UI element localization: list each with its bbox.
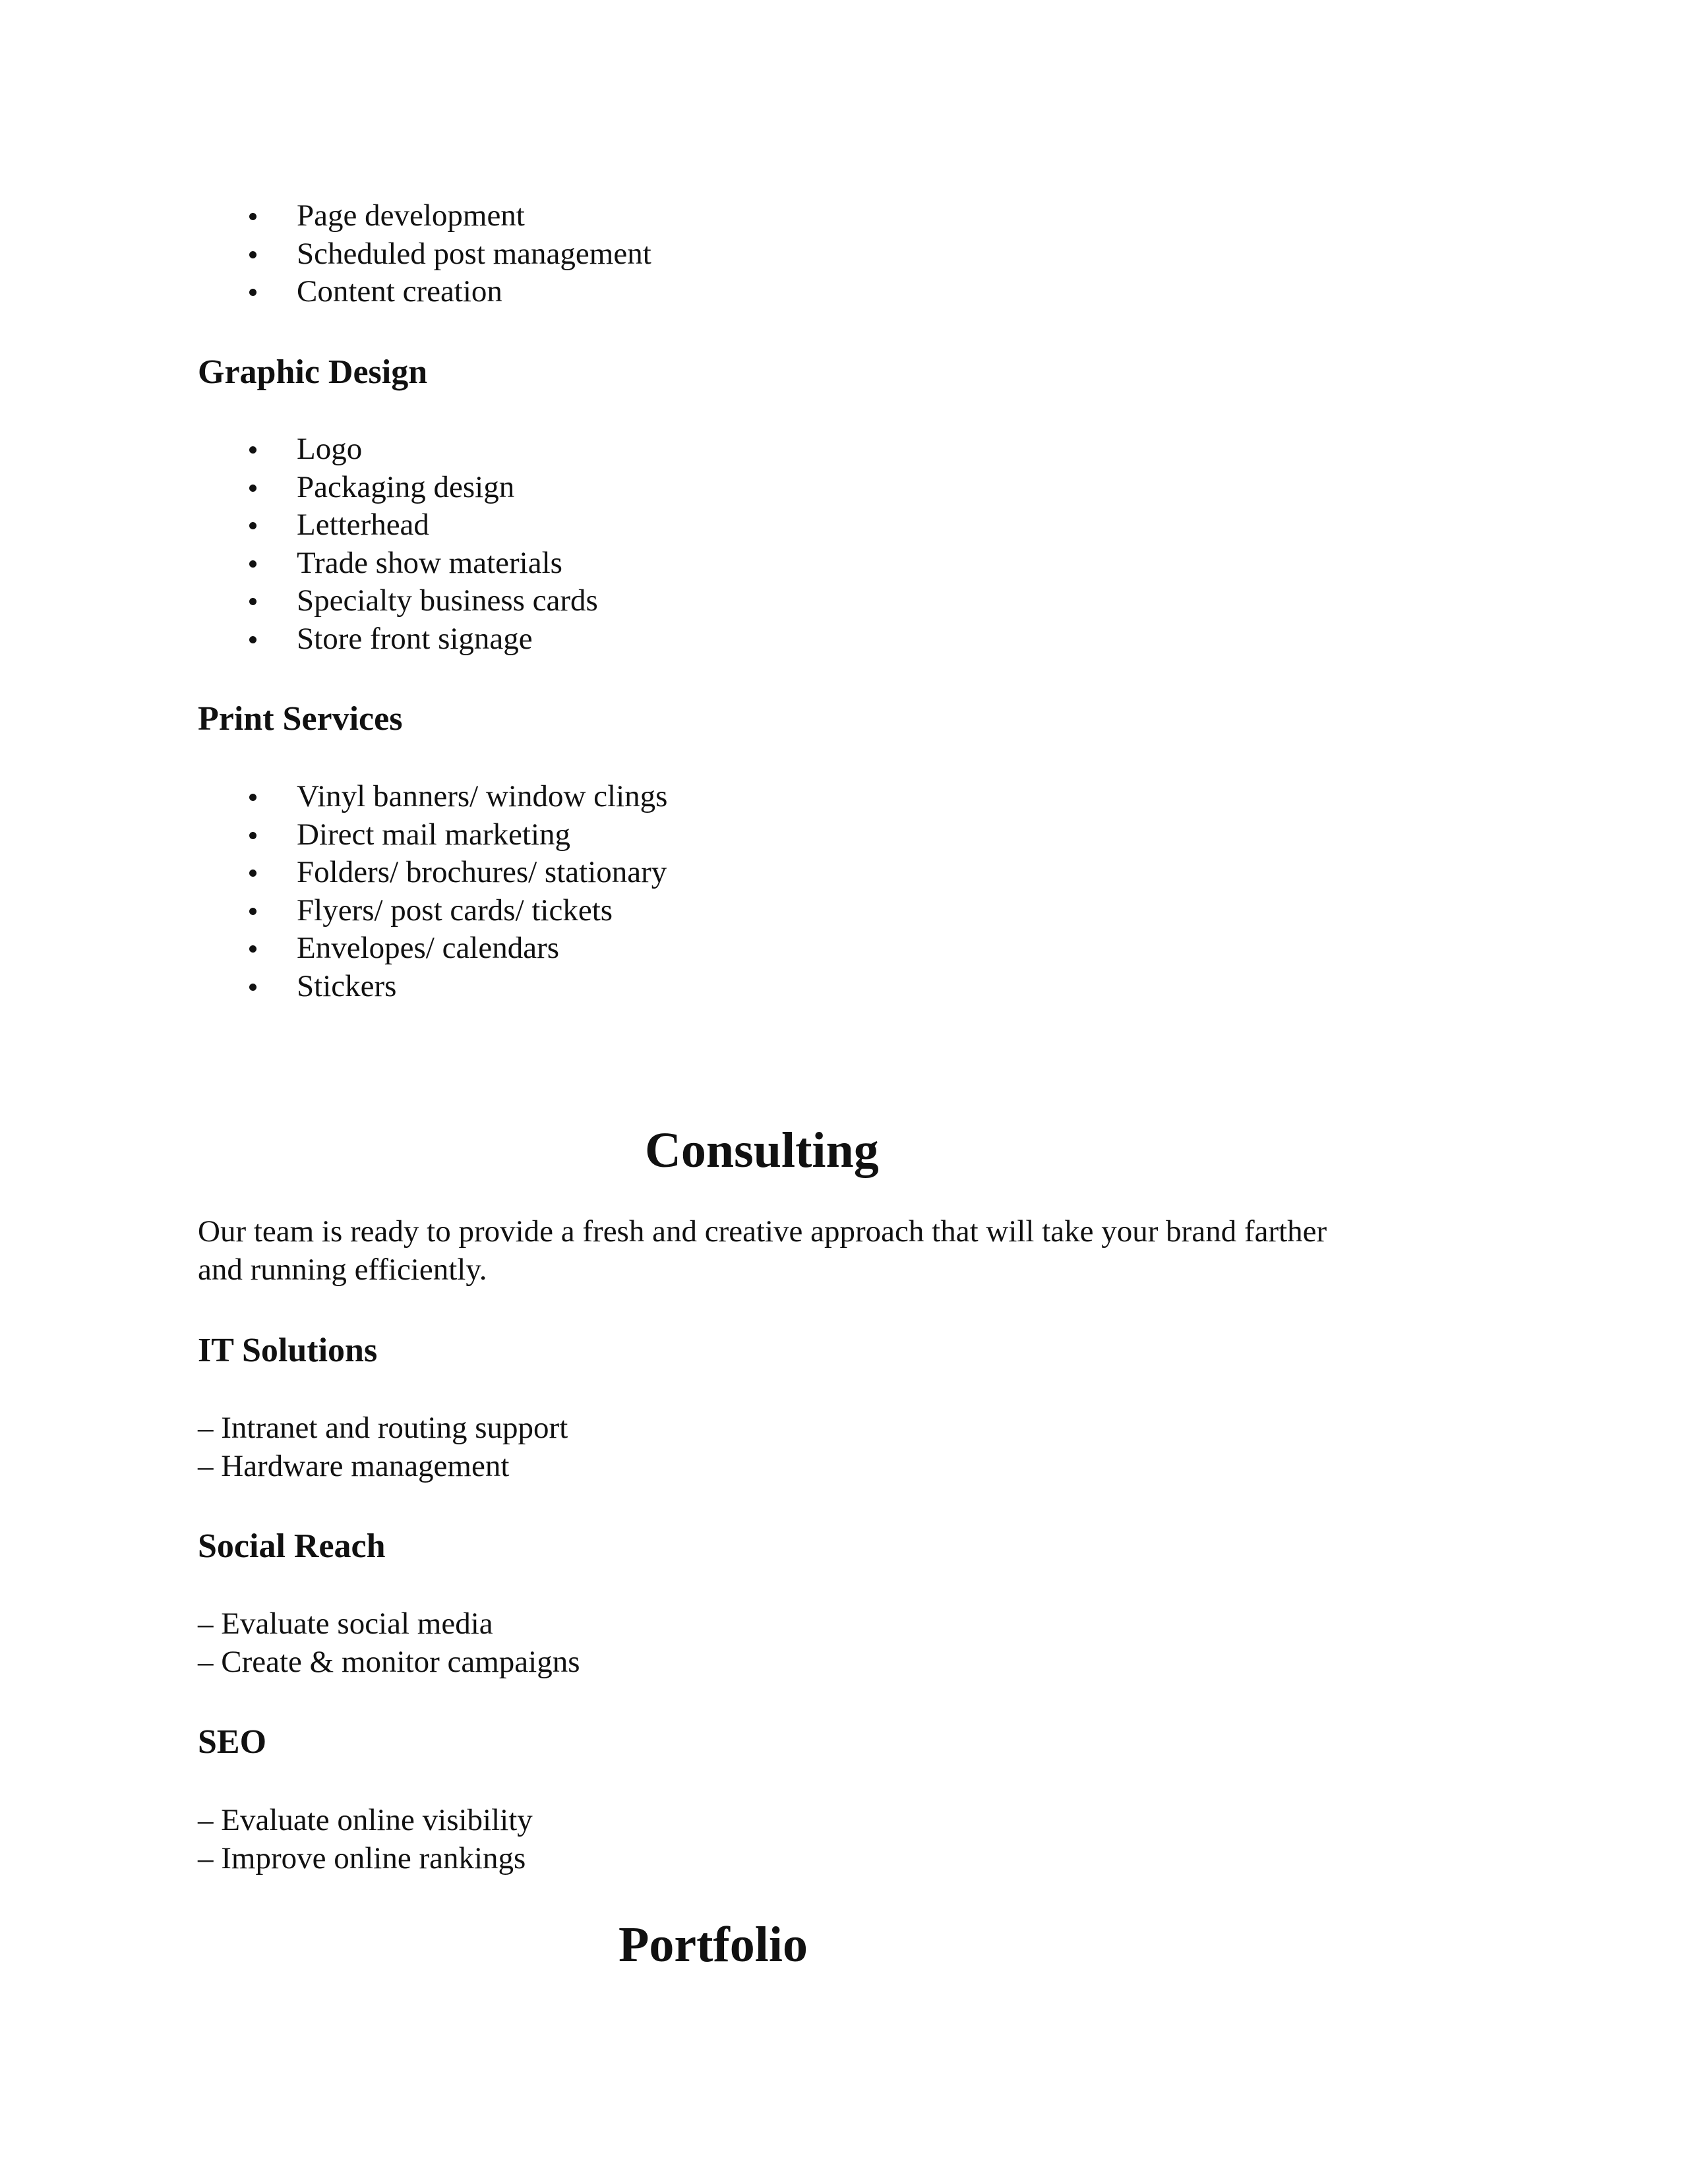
social-reach-list (198, 1605, 580, 1681)
bullet-icon (249, 832, 256, 839)
list-item (198, 582, 598, 620)
seo-heading: SEO (198, 1723, 267, 1761)
it-solutions-heading: IT Solutions (198, 1332, 378, 1369)
list-item-text: Specialty business cards (297, 583, 598, 618)
bullet-icon (249, 213, 256, 220)
bullet-icon (249, 598, 256, 605)
list-item (198, 469, 598, 507)
top-bullet-list (198, 197, 651, 311)
consulting-title: Consulting (645, 1123, 879, 1178)
list-item-text: Page development (297, 198, 525, 233)
list-item (198, 854, 667, 892)
bullet-icon (249, 485, 256, 492)
bullet-icon (249, 251, 256, 258)
list-item-text: Content creation (297, 274, 502, 309)
list-item (198, 273, 651, 311)
list-item: – Improve online rankings (198, 1841, 526, 1875)
graphic-design-heading: Graphic Design (198, 353, 428, 391)
print-services-heading: Print Services (198, 700, 403, 738)
list-item (198, 235, 651, 274)
bullet-icon (249, 870, 256, 877)
social-reach-heading: Social Reach (198, 1527, 386, 1565)
list-item-text: Envelopes/ calendars (297, 931, 560, 965)
list-item-text: Scheduled post management (297, 236, 651, 271)
list-item-text: Packaging design (297, 469, 515, 504)
list-item: – Evaluate online visibility (198, 1803, 533, 1837)
bullet-icon (249, 636, 256, 643)
portfolio-title: Portfolio (618, 1917, 808, 1972)
list-item-text: Folders/ brochures/ stationary (297, 855, 667, 889)
list-item-text: Letterhead (297, 508, 429, 542)
bullet-icon (249, 289, 256, 296)
consulting-intro: Our team is ready to provide a fresh and creative approach that will take your brand farther and running efficiently. (198, 1214, 1327, 1287)
list-item-text: Logo (297, 432, 363, 466)
bullet-icon (249, 908, 256, 915)
list-item-text: Stickers (297, 968, 397, 1003)
it-solutions-list (198, 1409, 568, 1485)
list-item: – Create & monitor campaigns (198, 1644, 580, 1679)
list-item: – Intranet and routing support (198, 1411, 568, 1445)
list-item (198, 506, 598, 545)
bullet-icon (249, 560, 256, 568)
list-item-text: Store front signage (297, 621, 533, 656)
list-item (198, 197, 651, 235)
bullet-icon (249, 945, 256, 953)
bullet-icon (249, 446, 256, 454)
list-item: – Hardware management (198, 1448, 510, 1483)
bullet-icon (249, 794, 256, 801)
bullet-icon (249, 984, 256, 991)
seo-list (198, 1802, 533, 1877)
list-item-text: Trade show materials (297, 545, 562, 580)
list-item (198, 968, 667, 1006)
print-services-list (198, 778, 667, 1005)
list-item-text: Flyers/ post cards/ tickets (297, 893, 613, 928)
list-item (198, 930, 667, 968)
bullet-icon (249, 522, 256, 529)
list-item-text: Vinyl banners/ window clings (297, 779, 668, 813)
list-item (198, 778, 667, 816)
list-item (198, 430, 598, 469)
list-item (198, 620, 598, 659)
list-item (198, 545, 598, 583)
list-item: – Evaluate social media (198, 1607, 493, 1641)
list-item (198, 892, 667, 930)
list-item-text: Direct mail marketing (297, 817, 571, 852)
list-item (198, 816, 667, 854)
graphic-design-list (198, 430, 598, 658)
